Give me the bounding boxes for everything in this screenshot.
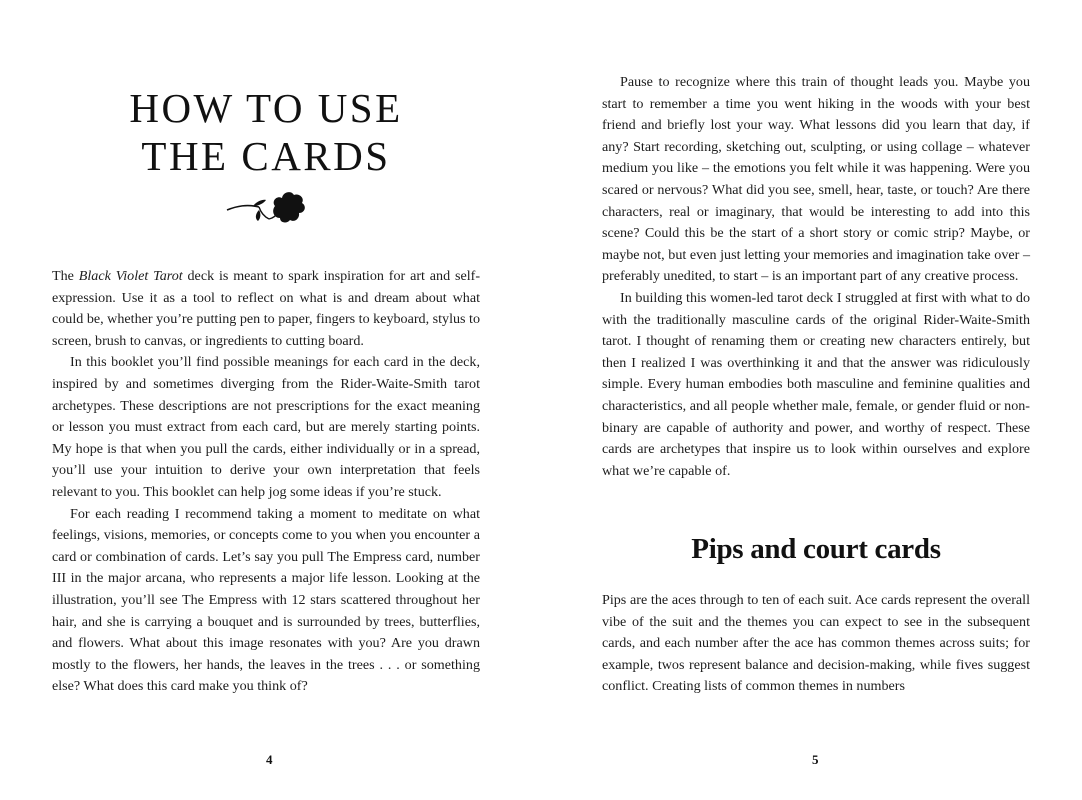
page-number: 4 <box>266 752 273 767</box>
paragraph: Pips are the aces through to ten of each suit. Ace cards represent the overall vibe of the suit and the themes you can expect to see in the subsequent cards, and each number after the ace has common themes across suits; for example, twos represent balance and decision-making, while fives suggest conflict. Creating lists of common themes in numbers <box>602 592 1030 695</box>
right-page <box>541 0 1082 800</box>
right-body-text <box>602 72 1030 482</box>
paragraph: Pause to recognize where this train of thought leads you. Maybe you start to remember a time you went hiking in the woods with your best friend and briefly lost your way. What lessons did you learn that day, if any? Start recording, sketching out, sculpting, or using collage – whatever medium you like – the emotions you felt while it was happening. Were you scared or nervous? What did you see, smell, hear, taste, or touch? Are there characters, real or imaginary, that would be interesting to add into this scene? Could this be the start of a short story or comic strip? Maybe, or maybe not, but even just letting your memories and imagination take over – preferably unedited, to start – is an important part of any creative process. <box>602 74 1030 285</box>
chapter-title <box>52 84 480 180</box>
section-body-text <box>602 590 1030 698</box>
paragraph: In building this women-led tarot deck I struggled at first with what to do with the traditionally masculine cards of the original Rider-Waite-Smith tarot. I thought of renaming them or creating new characters entirely, but then I realized I was overthinking it and that the answer was ridiculously simple. Every human embodies both masculine and feminine qualities and characteristics, and all people whether male, female, or gender fluid or non-binary are capable of authority and power, and worthy of respect. These cards are archetypes that inspire us to look within ourselves and explore what we’re capable of. <box>602 289 1030 479</box>
section-heading: Pips and court cards <box>691 533 941 565</box>
paragraph: The Black Violet Tarot deck is meant to spark inspiration for art and self-expression. Use it as a tool to reflect on what is and dream about what could be, whether you’re putting pen to paper, fingers to keyboard, stylus to screen, brush to canvas, or ingredients to cutting board. <box>52 268 481 349</box>
left-body-text <box>52 266 480 698</box>
page-number: 5 <box>812 752 819 767</box>
chapter-title-line-2: THE CARDS <box>141 133 391 179</box>
deck-title: Black Violet Tarot <box>78 268 183 284</box>
chapter-title-line-1: HOW TO USE <box>129 85 403 131</box>
black-violet-flower-icon <box>225 186 309 226</box>
paragraph: For each reading I recommend taking a moment to meditate on what feelings, visions, memories, or concepts come to you when you encounter a card or combination of cards. Let’s say you pull The Empress card, number III in the major arcana, who represents a major life lesson. Looking at the illustration, you’ll see The Empress with 12 stars scattered throughout her hair, and she is carrying a bouquet and is surrounded by trees, butterflies, and flowers. What about this image resonates with you? Are you drawn mostly to the flowers, her hands, the leaves in the trees . . . or something else? What does this card make you think of? <box>52 505 480 695</box>
paragraph: In this booklet you’ll find possible meanings for each card in the deck, inspired by and sometimes diverging from the Rider-Waite-Smith tarot archetypes. These descriptions are not prescriptions for the exact meaning or lesson you must extract from each card, but are merely starting points. My hope is that when you pull the cards, either individually or in a spread, you’ll use your intuition to derive your own interpretation that feels relevant to you. This booklet can help jog some ideas if you’re stuck. <box>52 354 480 500</box>
